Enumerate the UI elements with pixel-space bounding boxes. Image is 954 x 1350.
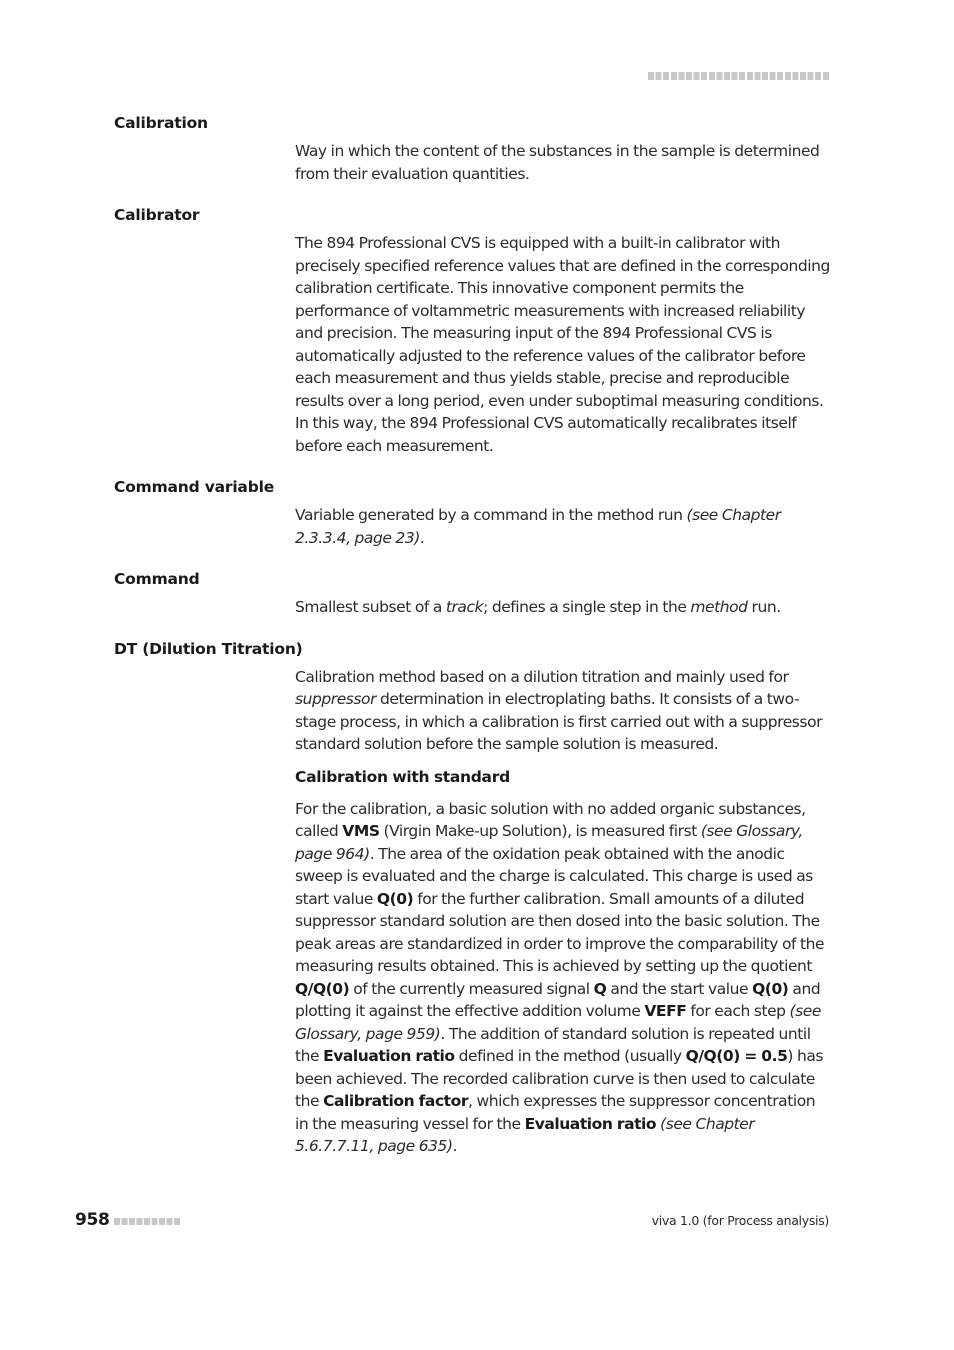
footer-document-title: viva 1.0 (for Process analysis) — [651, 1213, 829, 1228]
definition-command: Smallest subset of a track; defines a single step in the method run. — [295, 598, 781, 616]
term-dt-dilution-titration: DT (Dilution Titration) — [114, 639, 303, 658]
cross-reference-link[interactable]: (see Chapter 5.6.7.7.11, page 635) — [295, 1114, 755, 1155]
term-command: Command — [114, 570, 200, 588]
cross-reference-link[interactable]: (see Chapter 2.3.3.4, page 23) — [295, 506, 781, 547]
term-calibrator: Calibrator — [114, 206, 200, 224]
subheading-calibration-with-standard: Calibration with standard — [295, 767, 510, 786]
term-command-variable: Command variable — [114, 478, 275, 496]
definition-calibration: Way in which the content of the substances in the sample is determined from their evaluation quantities. — [295, 142, 820, 183]
definition-dt: Calibration method based on a dilution titration and mainly used for suppressor determination in electroplating baths. It consists of a two-stage process, in which a calibration is first carried out with a suppressor standard solution before the sample solution is measured. Calibration with standard For the calibration, a basic solution with no added organic substances, called VMS (Virgin Make-up Solution), is measured first (see Glossary, page 964). The area of the oxidation peak obtained with the anodic sweep is evaluated and the charge is calculated. This charge is used as start value Q(0) for the further calibration. Small amounts of a diluted suppressor standard solution are then dosed into the basic solution. The peak areas are standardized in order to improve the comparability of the measuring results obtained. This is achieved by setting up the quotient Q/Q(0) of the currently measured signal Q and the start value Q(0) and plotting it against the effective addition volume VEFF for each step (see Glossary, page 959). The addition of standard solution is repeated until the Evaluation ratio defined in the method (usually Q/Q(0) = 0.5) has been achieved. The recorded calibration curve is then used to calculate the Calibration factor, which expresses the suppressor concentration in the measuring vessel for the Evaluation ratio (see Chapter 5.6.7.7.11, page 635). — [295, 666, 830, 1158]
header-decoration — [648, 72, 829, 80]
cross-reference-link[interactable]: (see Glossary, page 964) — [295, 822, 803, 863]
definition-command-variable: Variable generated by a command in the method run (see Chapter 2.3.3.4, page 23). — [295, 506, 781, 547]
page-number: 958 — [75, 1210, 110, 1230]
dt-calibration-paragraph: For the calibration, a basic solution with no added organic substances, called VMS (Virgin Make-up Solution), is measured first (see Glossary, page 964). The area of the oxidation peak obtained with the anodic sweep is evaluated and the charge is calculated. This charge is used as start value Q(0) for the further calibration. Small amounts of a diluted suppressor standard solution are then dosed into the basic solution. The peak areas are standardized in order to improve the comparability of the measuring results obtained. This is achieved by setting up the quotient Q/Q(0) of the currently measured signal Q and the start value Q(0) and plotting it against the effective addition volume VEFF for each step (see Glossary, page 959). The addition of standard solution is repeated until the Evaluation ratio defined in the method (usually Q/Q(0) = 0.5) has been achieved. The recorded calibration curve is then used to calculate the Calibration factor, which expresses the suppressor concentration in the measuring vessel for the Evaluation ratio (see Chapter 5.6.7.7.11, page 635). — [295, 799, 825, 1155]
definition-calibrator: The 894 Professional CVS is equipped with a built-in calibrator with precisely specified reference values that are defined in the corresponding calibration certificate. This innovative component permits the performance of voltammetric measurements with increased reliability and precision. The measuring input of the 894 Professional CVS is automatically adjusted to the reference values of the calibrator before each measurement and thus yields stable, precise and reproducible results over a long period, even under suboptimal measuring conditions. In this way, the 894 Professional CVS automatically recalibrates itself before each measurement. — [295, 234, 830, 455]
cross-reference-link[interactable]: (see Glossary, page 959) — [295, 1002, 821, 1043]
term-calibration: Calibration — [114, 114, 208, 132]
glossary-content — [114, 112, 830, 1158]
footer-decoration — [114, 1218, 181, 1225]
